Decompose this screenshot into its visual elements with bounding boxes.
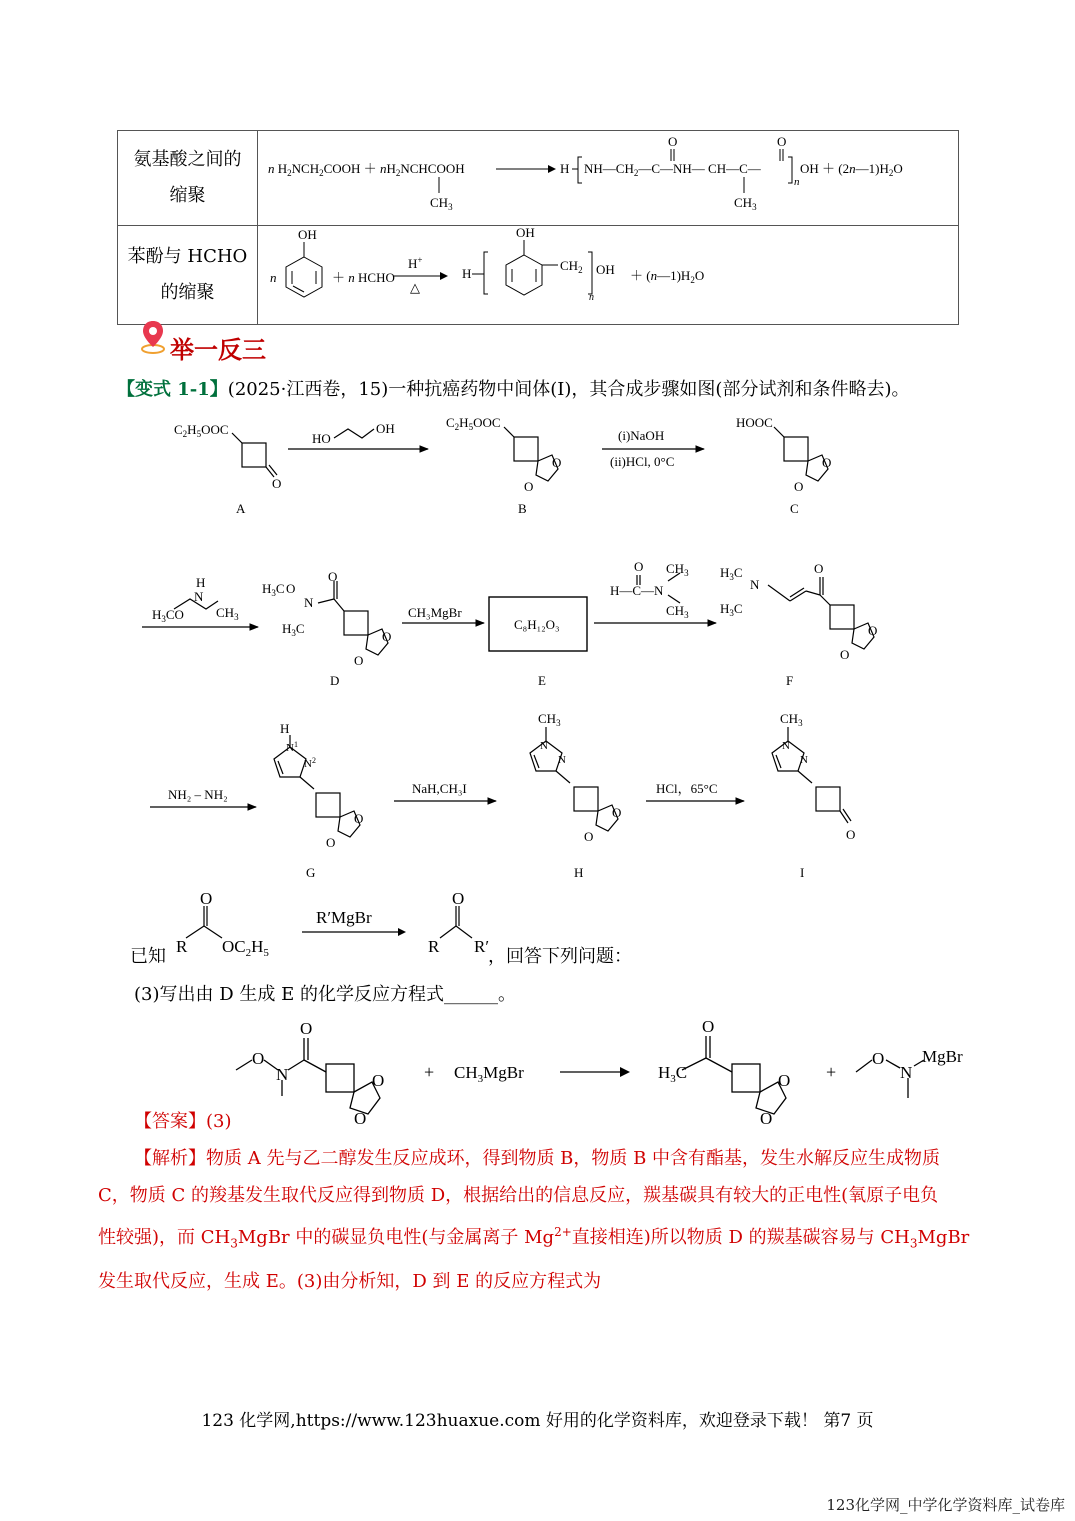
compound-label-g: G [306, 865, 316, 880]
svg-text:H+: H+ [408, 255, 423, 271]
svg-text:O: O [354, 811, 364, 826]
svg-text:O: O [777, 134, 787, 149]
reagent-hydrazine: NH₂ – NH₂ [168, 787, 228, 802]
phenol-equation [258, 226, 959, 325]
svg-text:HO: HO [312, 431, 331, 446]
svg-text:O: O [760, 1109, 773, 1128]
svg-text:OC2H5: $OC_2H_5$ [222, 937, 269, 959]
svg-text:O: O [794, 479, 804, 494]
reagent-ch3mgbr: CH₃MgBr [408, 605, 462, 620]
corner-watermark: 123化学网_中学化学资料库_试卷库 [826, 1496, 1065, 1514]
svg-text:CH3: $CH_3$ [216, 605, 239, 622]
svg-text:CH3: $CH_3$ [780, 711, 803, 728]
svg-text:O: O [524, 479, 534, 494]
svg-text:O: O [846, 827, 856, 842]
plus-sign: + [826, 1062, 837, 1082]
svg-text:CH3: $CH_3$ [734, 195, 757, 212]
location-pin-icon [140, 319, 166, 359]
analysis-block [98, 1140, 998, 1300]
reagent-naoh: (i)NaOH [618, 428, 665, 443]
svg-text:O: O [452, 890, 465, 908]
svg-text:n: n [589, 292, 594, 303]
compound-label-d: D [330, 673, 340, 688]
known-reaction [130, 890, 650, 970]
svg-text:O: O [668, 134, 678, 149]
analysis-text: MgBr [917, 1227, 970, 1248]
known-reagent: R′MgBr [316, 908, 372, 927]
svg-text:O: O [634, 559, 644, 574]
amino-acid-equation [258, 131, 959, 226]
svg-text:CH3: $CH_3$ [666, 603, 689, 620]
compound-b-structure [504, 427, 558, 481]
svg-text:O: O [612, 805, 622, 820]
svg-text:N: N [276, 1065, 289, 1084]
svg-text:OH: OH [516, 226, 535, 240]
svg-text:N: N [304, 595, 314, 610]
svg-text:n: n [270, 270, 277, 285]
row-label-amino-acid [118, 131, 258, 226]
compound-e-formula: C₈H₁₂O₃ [514, 617, 560, 632]
svg-text:N2: $N^2$ [304, 756, 316, 770]
svg-text:CH2: $CH_2$ [560, 258, 583, 275]
answer-label: 【答案】 [134, 1111, 206, 1132]
svg-text:O: O [300, 1019, 313, 1038]
svg-text:N: N [540, 740, 548, 752]
svg-text:H3C: $H_3C$ [262, 581, 285, 598]
analysis-line: C，物质 C 的羧基发生取代反应得到物质 D，根据给出的信息反应，羰基碳具有较大的正电性(氧原子电负 [98, 1185, 939, 1206]
svg-text:O: O [702, 1017, 715, 1036]
svg-text:OH: OH [596, 262, 615, 277]
svg-text:N: N [194, 589, 204, 604]
svg-text:O: O [200, 890, 213, 908]
compound-label-e: E [538, 673, 546, 688]
compound-label-h: H [574, 865, 584, 880]
svg-text:n H2NCH2COOH ＋ nH2NCHCOOH: n $H_2NCH_2COOH$ ＋ $nH_2NCHCOOH$ [268, 161, 465, 178]
compound-a-structure [232, 433, 277, 477]
phenol-equation-svg [258, 226, 958, 320]
analysis-line: 发生取代反应，生成 E。(3)由分析知，D 到 E 的反应方程式为 [98, 1270, 602, 1292]
svg-text:NH—CH2—C—NH— CH—C—: $NH—CH_2—C—NH—$ CH—C— [584, 161, 761, 178]
svg-text:OH: OH [376, 421, 395, 436]
row-label-phenol [118, 226, 258, 325]
svg-text:O: O [840, 647, 850, 662]
svg-text:CH3: $CH_3$ [666, 561, 689, 578]
section-title: 举一反三 [170, 335, 266, 364]
svg-text:N: N [800, 754, 808, 766]
reagent-hcl-65: HCl，65°C [656, 781, 718, 796]
svg-text:O: O [822, 455, 832, 470]
svg-text:O: O [272, 476, 282, 491]
svg-text:C2H5OOC: $C_2H_5OOC$ [174, 422, 229, 439]
analysis-text: 物质 A 先与乙二醇发生反应成环，得到物质 B，物质 B 中含有酯基，发生水解反应生成物质 [206, 1148, 941, 1169]
svg-text:O: O [372, 1071, 385, 1090]
reagent-hcl: (ii)HCl, 0°C [610, 454, 675, 469]
analysis-text: 性较强)，而 CH [98, 1227, 231, 1248]
svg-text:O: O [354, 653, 364, 668]
row-label-line: 的缩聚 [160, 282, 215, 303]
svg-text:△: △ [410, 280, 420, 295]
svg-text:R: R [176, 937, 188, 956]
svg-text:O: O [252, 1049, 265, 1068]
row-label-line: 缩聚 [169, 185, 206, 206]
compound-label-f: F [786, 673, 794, 688]
svg-text:R′: R′ [474, 937, 490, 956]
plus-sign: + [424, 1062, 435, 1082]
question-intro [117, 371, 1017, 408]
svg-text:H3C: $H_3C$ [658, 1063, 688, 1085]
analysis-line [98, 1140, 998, 1177]
compound-f-structure [768, 577, 874, 649]
answer-line [134, 1103, 232, 1140]
svg-text:O: O [382, 629, 392, 644]
compound-label-a: A [236, 501, 246, 516]
svg-text:OH: OH [298, 227, 317, 242]
compound-label-b: B [518, 501, 527, 516]
svg-text:N: N [558, 754, 566, 766]
svg-text:H3C: $H_3C$ [720, 565, 743, 582]
table-row [118, 226, 959, 325]
compound-label-c: C [790, 501, 799, 516]
svg-text:H3C: $H_3C$ [282, 621, 305, 638]
reagent-nah-ch3i: NaH,CH₃I [412, 781, 467, 796]
svg-text:C2H5OOC: $C_2H_5OOC$ [446, 415, 501, 432]
svg-text:＋ n HCHO: ＋ n HCHO [332, 270, 395, 285]
svg-text:O: O [584, 829, 594, 844]
amino-acid-equation-svg [258, 131, 958, 221]
svg-text:H: H [560, 161, 570, 176]
svg-text:O: O [778, 1071, 791, 1090]
reaction-table [117, 130, 959, 325]
svg-text:N: N [900, 1063, 913, 1082]
svg-text:O: O [872, 1049, 885, 1068]
compound-d-structure [318, 581, 388, 655]
row-label-line: 苯酚与 HCHO [127, 246, 248, 267]
svg-text:N: N [750, 577, 760, 592]
svg-text:H: H [280, 721, 290, 736]
analysis-text: 直接相连)所以物质 D 的羰基碳容易与 CH [571, 1227, 910, 1248]
svg-text:n: n [794, 176, 800, 188]
svg-text:O: O [814, 561, 824, 576]
analysis-text: MgBr 中的碳显负电性(与金属离子 Mg [237, 1227, 555, 1248]
analysis-label: 【解析】 [134, 1148, 206, 1169]
svg-text:O: O [286, 581, 296, 596]
synthesis-scheme [0, 405, 1075, 895]
svg-text:CH3: $CH_3$ [538, 711, 561, 728]
svg-text:OH ＋ (2n—1)H2O: OH ＋ $(2n—1)H_2O$ [800, 161, 903, 178]
answer-equation [220, 1014, 990, 1134]
analysis-line: 性较强)，而 $CH_3MgBr$ 中的碳显负电性(与金属离子 $Mg^{2+}$直接相连)所以物质 D 的羰基碳容易与 $CH_3MgBr$ [98, 1225, 970, 1251]
svg-text:O: O [552, 455, 562, 470]
svg-text:H3C: $H_3C$ [720, 601, 743, 618]
svg-text:HOOC: HOOC [736, 415, 773, 430]
row-label-line: 氨基酸之间的 [133, 149, 242, 170]
svg-text:R: R [428, 937, 440, 956]
question-part3: (3)写出由 D 生成 E 的化学反应方程式______。 [134, 984, 516, 1005]
svg-text:O: O [868, 623, 878, 638]
svg-text:N: N [782, 740, 790, 752]
page-footer: 123 化学网,https://www.123huaxue.com 好用的化学资料库，欢迎登录下载！ 第7 页 [201, 1411, 874, 1431]
svg-text:O: O [354, 1109, 367, 1128]
svg-text:H—C—N: H—C—N [610, 583, 664, 598]
byproduct-mgbr: MgBr [922, 1047, 963, 1066]
answer-value: (3) [206, 1111, 232, 1132]
svg-text:CH3: $CH_3$ [430, 195, 453, 212]
known-prefix: 已知 [130, 946, 166, 966]
svg-text:H: H [462, 266, 472, 281]
table-row [118, 131, 959, 226]
question-tag: 【变式 1-1】 [117, 379, 228, 400]
compound-c-structure [774, 427, 828, 481]
known-suffix: ，回答下列问题： [488, 946, 632, 966]
svg-text:N1: $N^1$ [286, 740, 298, 754]
svg-text:H: H [196, 575, 206, 590]
svg-text:O: O [328, 569, 338, 584]
svg-text:O: O [326, 835, 336, 850]
question-source: (2025·江西卷，15)一种抗癌药物中间体(I)，其合成步骤如图(部分试剂和条件略去)。 [227, 379, 910, 400]
compound-label-i: I [800, 865, 805, 880]
svg-text:＋ (n—1)H2O: ＋ $(n—1)H_2O$ [630, 268, 705, 285]
reagent-ch3mgbr-answer: $CH_3MgBr$ [454, 1063, 524, 1085]
svg-text:H3CO: $H_3CO$ [152, 607, 184, 624]
